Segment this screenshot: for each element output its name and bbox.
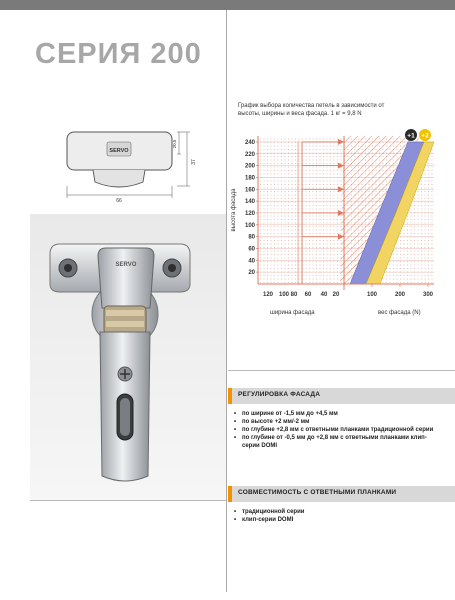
y-tick-label: 140 xyxy=(244,199,255,206)
drawing-brand: SERVO xyxy=(109,148,129,154)
marker-plus2-label: +2 xyxy=(421,132,429,140)
list-item: • по глубине от -0,5 мм до +2,8 мм с ответными планками клип-серии DOMI xyxy=(234,434,444,450)
y-tick-label: 120 xyxy=(244,210,255,217)
x-tick-label-left: 80 xyxy=(290,292,298,298)
list-item: • традиционной серии xyxy=(234,508,444,516)
y-tick-label: 20 xyxy=(248,270,255,277)
hinge-technical-drawing xyxy=(55,126,205,204)
x-tick-label-left: 100 xyxy=(278,292,290,298)
x-tick-label-left: 40 xyxy=(320,292,328,298)
section-heading-adjustment xyxy=(228,388,455,404)
marker-plus1 xyxy=(405,129,417,141)
section-heading-compatibility-text: СОВМЕСТИМОСТЬ С ОТВЕТНЫМИ ПЛАНКАМИ xyxy=(238,489,397,496)
list-item: • по высоте +2 мм/-2 мм xyxy=(234,418,444,426)
y-tick-label: 100 xyxy=(244,222,255,229)
divider-line xyxy=(30,500,226,501)
photo-brand: SERVO xyxy=(115,262,137,268)
y-tick-label: 240 xyxy=(244,139,255,146)
y-tick-label: 220 xyxy=(244,151,255,158)
page-title: СЕРИЯ 200 xyxy=(35,38,202,70)
y-tick-label: 160 xyxy=(244,187,255,194)
drawing-dim-inner: 20,5 xyxy=(172,139,177,149)
x-tick-label-right: 200 xyxy=(394,292,406,298)
chart-x-ticks-right xyxy=(367,284,434,298)
drawing-dim-height: 37 xyxy=(191,159,197,165)
section-heading-compatibility xyxy=(228,486,455,502)
chart-x-label-right: вес фасада (N) xyxy=(378,310,421,316)
x-tick-label-left: 20 xyxy=(332,292,340,298)
hinge-product-photo xyxy=(30,214,226,500)
y-tick-label: 80 xyxy=(248,234,255,241)
marker-plus1-label: +1 xyxy=(407,132,415,140)
chart-y-ticks xyxy=(245,140,258,276)
compatibility-list xyxy=(234,508,444,524)
x-tick-label-right: 100 xyxy=(366,292,378,298)
list-item: • по глубине +2,8 мм с ответными планками традиционной серии xyxy=(234,426,444,434)
list-item: • по ширине от -1,5 мм до +4,5 мм xyxy=(234,410,444,418)
marker-plus2 xyxy=(419,129,431,141)
hinge-selection-chart xyxy=(228,124,446,320)
chart-x-label-left: ширина фасада xyxy=(270,310,315,316)
adjustment-list xyxy=(234,410,444,450)
y-tick-label: 40 xyxy=(248,258,255,265)
drawing-dim-width: 66 xyxy=(116,198,122,204)
divider-line xyxy=(228,370,455,371)
y-tick-label: 200 xyxy=(244,163,255,170)
top-band xyxy=(0,0,455,10)
section-heading-adjustment-text: РЕГУЛИРОВКА ФАСАДА xyxy=(238,391,321,398)
y-tick-label: 180 xyxy=(244,175,255,182)
chart-caption: График выбора количества петель в зависимости от высоты, ширины и веса фасада. 1 кг = 9,8 N xyxy=(238,103,385,117)
x-tick-label-left: 60 xyxy=(304,292,312,298)
chart-x-ticks-left xyxy=(263,292,340,298)
x-tick-label-left: 120 xyxy=(262,292,274,298)
x-tick-label-right: 300 xyxy=(422,292,434,298)
y-tick-label: 60 xyxy=(248,246,255,253)
column-divider xyxy=(226,10,227,592)
list-item: • клип-серии DOMI xyxy=(234,516,444,524)
chart-y-label: высота фасада xyxy=(231,188,237,232)
